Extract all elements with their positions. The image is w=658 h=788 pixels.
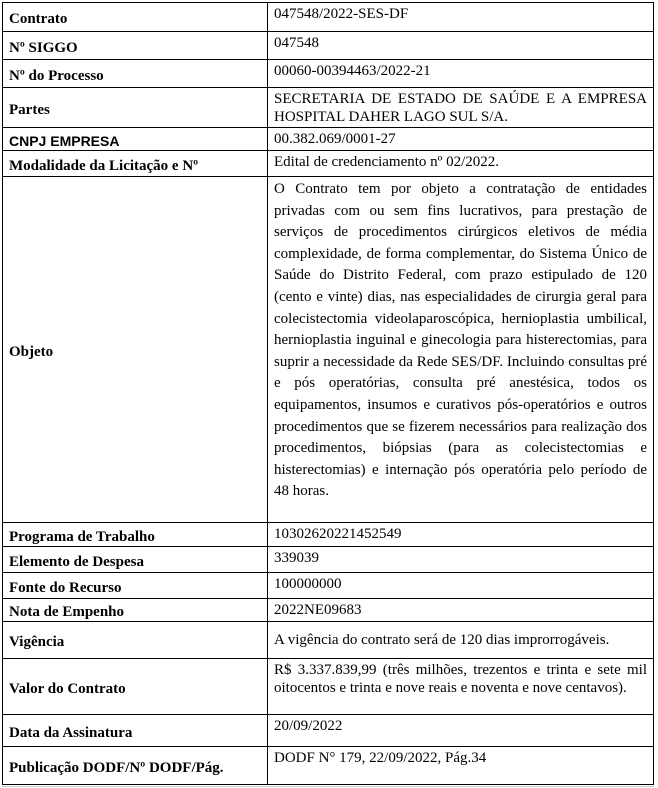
- row-label: Elemento de Despesa: [3, 547, 268, 573]
- table-row: [3, 747, 654, 785]
- page-bottom-rule: [2, 786, 654, 787]
- row-value: 100000000: [268, 573, 654, 599]
- row-value: A vigência do contrato será de 120 dias improrrogáveis.: [268, 622, 654, 659]
- table-row: [3, 151, 654, 177]
- row-label: Valor do Contrato: [3, 659, 268, 715]
- row-value: 2022NE09683: [268, 599, 654, 622]
- row-label: Nº SIGGO: [3, 32, 268, 60]
- table-row: [3, 715, 654, 747]
- row-label: Objeto: [3, 177, 268, 523]
- row-value: O Contrato tem por objeto a contratação de entidades privadas com ou sem fins lucrativos, para prestação de serviços de procedimentos cirúrgicos eletivos de média complexidade, de forma complementar, do Sistema Único de Saúde do Distrito Federal, com prazo estipulado de 120 (cento e vinte) dias, nas especialidades de cirurgia geral para colecistectomia videolaparoscópica, hernioplastia umbilical, hernioplastia inguinal e ginecologia para histerectomias, para suprir a necessidade da Rede SES/DF. Incluindo consultas pré e pós operatórias, consulta pré anestésica, todos os equipamentos, insumos e curativos pós-operatórios e outros procedimentos que se fizerem necessários para realização dos procedimentos, biópsias (para as colecistectomias e histerectomias) e internação pós operatória pelo período de 48 horas.: [268, 177, 654, 523]
- row-label: Nota de Empenho: [3, 599, 268, 622]
- table-row: [3, 60, 654, 88]
- row-label: Programa de Trabalho: [3, 523, 268, 547]
- table-row: [3, 599, 654, 622]
- row-label: Fonte do Recurso: [3, 573, 268, 599]
- row-label: CNPJ EMPRESA: [3, 128, 268, 151]
- table-row: [3, 177, 654, 523]
- row-value: 047548: [268, 32, 654, 60]
- row-value: Edital de credenciamento nº 02/2022.: [268, 151, 654, 177]
- row-label: Partes: [3, 88, 268, 128]
- contract-summary-table: [2, 2, 654, 785]
- table-row: [3, 32, 654, 60]
- row-label: Data da Assinatura: [3, 715, 268, 747]
- table-row: [3, 573, 654, 599]
- row-value: R$ 3.337.839,99 (três milhões, trezentos e trinta e sete mil oitocentos e trinta e nove reais e noventa e nove centavos).: [268, 659, 654, 715]
- row-value: SECRETARIA DE ESTADO DE SAÚDE E A EMPRESA HOSPITAL DAHER LAGO SUL S/A.: [268, 88, 654, 128]
- row-label: Publicação DODF/Nº DODF/Pág.: [3, 747, 268, 785]
- row-value: 10302620221452549: [268, 523, 654, 547]
- row-label: Vigência: [3, 622, 268, 659]
- table-row: [3, 622, 654, 659]
- table-row: [3, 547, 654, 573]
- row-value: 20/09/2022: [268, 715, 654, 747]
- table-row: [3, 659, 654, 715]
- row-value: 047548/2022-SES-DF: [268, 3, 654, 32]
- row-value: 00060-00394463/2022-21: [268, 60, 654, 88]
- table-row: [3, 88, 654, 128]
- row-value: 00.382.069/0001-27: [268, 128, 654, 151]
- table-row: [3, 523, 654, 547]
- row-label: Contrato: [3, 3, 268, 32]
- row-value: 339039: [268, 547, 654, 573]
- table-row: [3, 128, 654, 151]
- row-label: Modalidade da Licitação e Nº: [3, 151, 268, 177]
- row-label: Nº do Processo: [3, 60, 268, 88]
- row-value: DODF N° 179, 22/09/2022, Pág.34: [268, 747, 654, 785]
- table-row: [3, 3, 654, 32]
